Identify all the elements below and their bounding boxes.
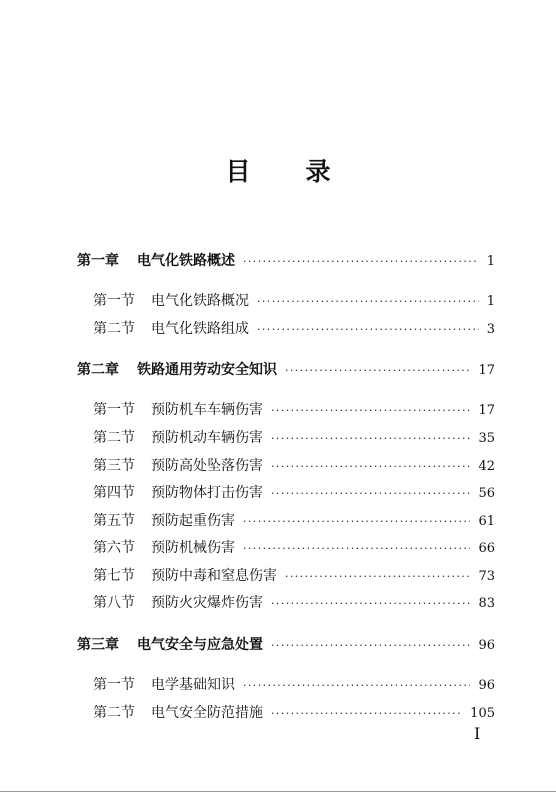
leader-dots	[285, 360, 470, 382]
page-number: 35	[478, 431, 495, 446]
toc-section[interactable]	[93, 455, 495, 477]
section-number: 第五节	[93, 513, 135, 529]
toc-section[interactable]	[93, 427, 495, 449]
page-number: 3	[486, 322, 495, 337]
chapter-number: 第一章	[77, 253, 119, 269]
leader-dots	[243, 251, 479, 273]
section-number: 第三节	[93, 458, 135, 474]
section-title: 预防火灾爆炸伤害	[151, 595, 263, 611]
page-number: 17	[478, 363, 495, 378]
leader-dots	[257, 291, 479, 313]
chapter-title: 电气化铁路概述	[137, 253, 235, 269]
toc-section[interactable]	[93, 482, 495, 504]
page-number: 1	[486, 294, 495, 309]
section-number: 第二节	[93, 430, 135, 446]
toc-chapter-1[interactable]	[77, 250, 495, 272]
leader-dots	[271, 593, 470, 615]
page-number: 83	[478, 596, 495, 611]
section-number: 第二节	[93, 321, 135, 337]
toc-section[interactable]	[93, 702, 495, 724]
leader-dots	[271, 400, 470, 422]
leader-dots	[243, 675, 470, 697]
section-title: 预防起重伤害	[151, 513, 235, 529]
page-number: 42	[478, 459, 495, 474]
section-number: 第一节	[93, 293, 135, 309]
page-title	[0, 152, 556, 188]
section-title: 预防机车车辆伤害	[151, 402, 263, 418]
section-title: 预防物体打击伤害	[151, 485, 263, 501]
leader-dots	[257, 319, 479, 341]
section-number: 第六节	[93, 540, 135, 556]
chapter-number: 第三章	[77, 637, 119, 653]
section-title: 预防高处坠落伤害	[151, 458, 263, 474]
leader-dots	[271, 703, 462, 725]
toc-section[interactable]	[93, 399, 495, 421]
section-title: 电气化铁路概况	[151, 293, 249, 309]
leader-dots	[243, 511, 470, 533]
page-number: 96	[478, 678, 495, 693]
page-number: 96	[478, 638, 495, 653]
section-title: 预防中毒和窒息伤害	[151, 568, 277, 584]
section-number: 第一节	[93, 402, 135, 418]
folio-page-number: I	[474, 724, 481, 743]
leader-dots	[271, 456, 470, 478]
section-title: 预防机械伤害	[151, 540, 235, 556]
toc-section[interactable]	[93, 565, 495, 587]
page-number: 1	[486, 254, 495, 269]
leader-dots	[271, 483, 470, 505]
page-number: 17	[478, 403, 495, 418]
page-number: 66	[478, 541, 495, 556]
page-edge-divider	[0, 791, 556, 792]
page-number: 56	[478, 486, 495, 501]
section-title: 电学基础知识	[151, 677, 235, 693]
section-title: 电气化铁路组成	[151, 321, 249, 337]
chapter-title: 电气安全与应急处置	[137, 637, 263, 653]
toc-section[interactable]	[93, 592, 495, 614]
toc-chapter-2[interactable]	[77, 359, 495, 381]
section-number: 第七节	[93, 568, 135, 584]
page-number: 73	[478, 569, 495, 584]
section-number: 第一节	[93, 677, 135, 693]
toc-section[interactable]	[93, 318, 495, 340]
section-title: 电气安全防范措施	[151, 705, 263, 721]
toc-section[interactable]	[93, 510, 495, 532]
toc-section[interactable]	[93, 290, 495, 312]
chapter-title: 铁路通用劳动安全知识	[137, 362, 277, 378]
toc-section[interactable]	[93, 674, 495, 696]
title-char-2: 录	[305, 157, 386, 186]
leader-dots	[271, 635, 470, 657]
leader-dots	[243, 538, 470, 560]
page-number: 105	[470, 706, 495, 721]
section-title: 预防机动车辆伤害	[151, 430, 263, 446]
chapter-number: 第二章	[77, 362, 119, 378]
page-number: 61	[478, 514, 495, 529]
leader-dots	[285, 566, 470, 588]
toc-section[interactable]	[93, 537, 495, 559]
title-char-1: 目	[225, 157, 306, 186]
leader-dots	[271, 428, 470, 450]
section-number: 第四节	[93, 485, 135, 501]
toc-chapter-3[interactable]	[77, 634, 495, 656]
section-number: 第二节	[93, 705, 135, 721]
section-number: 第八节	[93, 595, 135, 611]
